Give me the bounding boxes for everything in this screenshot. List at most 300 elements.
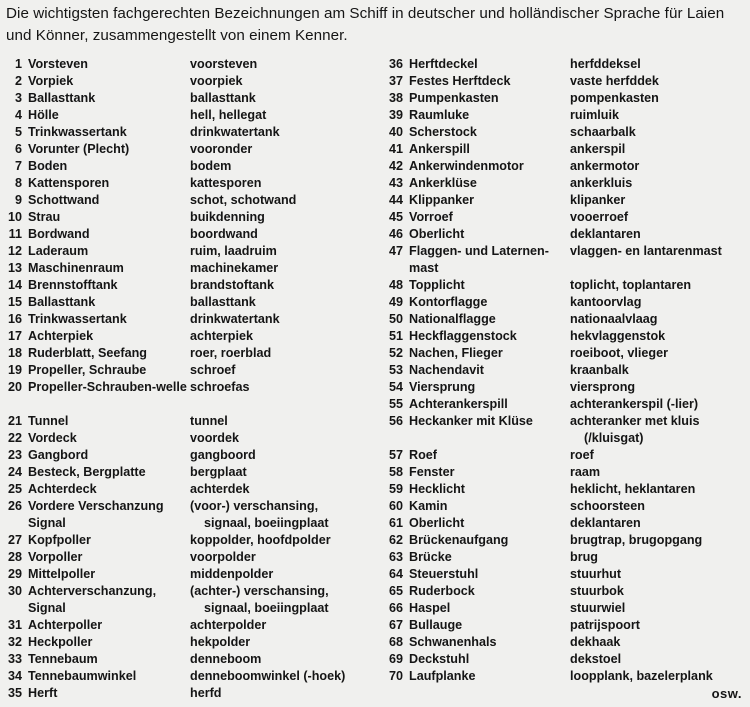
entry-number: 6 xyxy=(14,142,22,156)
glossary-row xyxy=(0,532,372,549)
german-term: Trinkwassertank xyxy=(28,312,127,326)
dutch-term-line: hekpolder xyxy=(190,635,251,649)
entry-number: 63 xyxy=(388,550,403,564)
dutch-term-line: achteranker met kluis xyxy=(570,414,700,428)
glossary-row xyxy=(0,362,372,379)
entry-number: 41 xyxy=(388,142,403,156)
dutch-term xyxy=(570,158,750,175)
german-term: Propeller, Schraube xyxy=(28,363,147,377)
glossary-row xyxy=(0,226,372,243)
dutch-term-line: achterankerspil (-lier) xyxy=(570,397,699,411)
dutch-term-line: viersprong xyxy=(570,380,636,394)
glossary-row xyxy=(0,583,372,617)
german-term: Ankerwindenmotor xyxy=(409,159,524,173)
entry-number: 13 xyxy=(7,261,22,275)
entry-number: 20 xyxy=(7,380,22,394)
entry-number: 39 xyxy=(388,108,403,122)
entry-number: 23 xyxy=(7,448,22,462)
entry-number: 59 xyxy=(388,482,403,496)
entry-number: 68 xyxy=(388,635,403,649)
german-term: Oberlicht xyxy=(409,227,465,241)
dutch-term xyxy=(570,617,750,634)
dutch-term xyxy=(190,379,370,396)
entry-number: 3 xyxy=(14,91,22,105)
dutch-term xyxy=(190,430,370,447)
glossary-row xyxy=(372,413,750,447)
german-term: Heckanker mit Klüse xyxy=(409,414,533,428)
dutch-term xyxy=(570,328,750,345)
dutch-term-line: middenpolder xyxy=(190,567,274,581)
dutch-term-line: raam xyxy=(570,465,601,479)
german-term: Topplicht xyxy=(409,278,465,292)
dutch-term xyxy=(570,651,750,668)
glossary-row xyxy=(0,345,372,362)
dutch-term xyxy=(190,532,370,549)
dutch-term xyxy=(190,328,370,345)
dutch-term xyxy=(190,124,370,141)
german-term: Schwanenhals xyxy=(409,635,497,649)
glossary-row xyxy=(0,685,372,702)
german-term: Ruderbock xyxy=(409,584,475,598)
dutch-term xyxy=(570,447,750,464)
right-column xyxy=(372,56,750,685)
dutch-term xyxy=(190,413,370,430)
dutch-term xyxy=(570,73,750,90)
glossary-row xyxy=(0,651,372,668)
glossary-row xyxy=(0,90,372,107)
entry-number: 26 xyxy=(7,499,22,513)
glossary-row xyxy=(372,634,750,651)
glossary-row xyxy=(0,328,372,345)
entry-number: 19 xyxy=(7,363,22,377)
dutch-term-line: roer, roerblad xyxy=(190,346,272,360)
dutch-term xyxy=(190,192,370,209)
entry-number: 16 xyxy=(7,312,22,326)
dutch-term-line: hekvlaggenstok xyxy=(570,329,666,343)
entry-number: 31 xyxy=(7,618,22,632)
entry-number: 30 xyxy=(7,584,22,598)
dutch-term xyxy=(570,277,750,294)
glossary-row xyxy=(372,141,750,158)
entry-number: 60 xyxy=(388,499,403,513)
glossary-row xyxy=(372,447,750,464)
entry-number: 24 xyxy=(7,465,22,479)
dutch-term-line: nationaalvlaag xyxy=(570,312,658,326)
german-term: Steuerstuhl xyxy=(409,567,479,581)
german-term: Bordwand xyxy=(28,227,90,241)
german-term: Ballasttank xyxy=(28,91,96,105)
glossary-row xyxy=(0,56,372,73)
dutch-term-line: machinekamer xyxy=(190,261,279,275)
german-term: Hölle xyxy=(28,108,59,122)
german-term: Roef xyxy=(409,448,437,462)
entry-number: 62 xyxy=(388,533,403,547)
dutch-term xyxy=(190,617,370,634)
dutch-term-line: drinkwatertank xyxy=(190,312,280,326)
dutch-term xyxy=(570,498,750,515)
entry-number: 32 xyxy=(7,635,22,649)
glossary-row xyxy=(372,209,750,226)
german-term: Ballasttank xyxy=(28,295,96,309)
glossary-row xyxy=(372,515,750,532)
dutch-term-continuation: (/kluisgat) xyxy=(584,431,644,445)
entry-number: 67 xyxy=(388,618,403,632)
dutch-term-line: achterdek xyxy=(190,482,250,496)
entry-number: 56 xyxy=(388,414,403,428)
german-term: Laufplanke xyxy=(409,669,476,683)
dutch-term xyxy=(570,90,750,107)
dutch-term xyxy=(570,345,750,362)
dutch-term-line: dekhaak xyxy=(570,635,621,649)
glossary-row xyxy=(0,668,372,685)
entry-number: 17 xyxy=(7,329,22,343)
german-term: Ruderblatt, Seefang xyxy=(28,346,147,360)
dutch-term-line: roef xyxy=(570,448,594,462)
entry-number: 34 xyxy=(7,669,22,683)
dutch-term-line: heklicht, heklantaren xyxy=(570,482,696,496)
dutch-term xyxy=(570,107,750,124)
glossary-row xyxy=(0,73,372,90)
dutch-term xyxy=(190,226,370,243)
dutch-term-line: brug xyxy=(570,550,598,564)
german-term: Boden xyxy=(28,159,68,173)
entry-number: 2 xyxy=(14,74,22,88)
dutch-term xyxy=(570,124,750,141)
dutch-term-line: voordek xyxy=(190,431,239,445)
glossary-row xyxy=(372,328,750,345)
german-term: Flaggen- und Laternen-mast xyxy=(409,244,549,275)
dutch-term-line: voorpolder xyxy=(190,550,256,564)
dutch-term-line: schaarbalk xyxy=(570,125,636,139)
glossary-row xyxy=(372,532,750,549)
entry-number: 29 xyxy=(7,567,22,581)
dutch-term xyxy=(190,549,370,566)
dutch-term xyxy=(190,243,370,260)
dutch-term xyxy=(190,651,370,668)
dutch-term-line: schroef xyxy=(190,363,236,377)
dutch-term xyxy=(570,175,750,192)
entry-number: 7 xyxy=(14,159,22,173)
german-term: Achterverschanzung, Signal xyxy=(28,584,157,615)
glossary-row xyxy=(372,311,750,328)
glossary-row xyxy=(0,379,372,413)
left-column xyxy=(0,56,372,702)
german-term: Achterankerspill xyxy=(409,397,508,411)
dutch-term xyxy=(570,532,750,549)
entry-number: 55 xyxy=(388,397,403,411)
glossary-row xyxy=(0,549,372,566)
entry-number: 4 xyxy=(14,108,22,122)
entry-number: 47 xyxy=(388,244,403,258)
dutch-term xyxy=(190,73,370,90)
dutch-term-line: bodem xyxy=(190,159,232,173)
german-term: Haspel xyxy=(409,601,451,615)
glossary-row xyxy=(0,175,372,192)
glossary-row xyxy=(0,634,372,651)
glossary-row xyxy=(0,192,372,209)
entry-number: 69 xyxy=(388,652,403,666)
dutch-term-line: gangboord xyxy=(190,448,256,462)
german-term: Gangbord xyxy=(28,448,89,462)
glossary-row xyxy=(0,617,372,634)
german-term: Kopfpoller xyxy=(28,533,91,547)
dutch-term xyxy=(190,277,370,294)
glossary-row xyxy=(372,583,750,600)
glossary-row xyxy=(372,651,750,668)
german-term: Vordere Verschanzung Signal xyxy=(28,499,164,530)
dutch-term xyxy=(190,56,370,73)
glossary-row xyxy=(372,362,750,379)
dutch-term-line: patrijspoort xyxy=(570,618,640,632)
dutch-term xyxy=(190,90,370,107)
german-term: Fenster xyxy=(409,465,455,479)
dutch-term-line: voorsteven xyxy=(190,57,258,71)
german-term: Besteck, Bergplatte xyxy=(28,465,146,479)
german-term: Vordeck xyxy=(28,431,77,445)
dutch-term xyxy=(190,464,370,481)
entry-number: 35 xyxy=(7,686,22,700)
dutch-term xyxy=(570,141,750,158)
glossary-row xyxy=(0,209,372,226)
entry-number: 10 xyxy=(7,210,22,224)
glossary-row xyxy=(372,464,750,481)
glossary-row xyxy=(372,566,750,583)
entry-number: 40 xyxy=(388,125,403,139)
glossary-row xyxy=(372,600,750,617)
german-term: Laderaum xyxy=(28,244,89,258)
glossary-row xyxy=(372,294,750,311)
dutch-term xyxy=(190,294,370,311)
dutch-term-line: schroefas xyxy=(190,380,250,394)
dutch-term-line: deklantaren xyxy=(570,227,641,241)
dutch-term xyxy=(190,498,370,532)
entry-number: 43 xyxy=(388,176,403,190)
dutch-term xyxy=(190,362,370,379)
entry-number: 8 xyxy=(14,176,22,190)
german-term: Herft xyxy=(28,686,58,700)
german-term: Nachendavit xyxy=(409,363,484,377)
dutch-term-line: ballasttank xyxy=(190,91,256,105)
dutch-term xyxy=(190,260,370,277)
dutch-term-line: klipanker xyxy=(570,193,626,207)
page-heading: Die wichtigsten fachgerechten Bezeichnungen am Schiff in deutscher und holländischer Sprache für Laien und Könner, zusammengestellt von einem Kenner. xyxy=(6,5,725,44)
dutch-term-line: schot, schotwand xyxy=(190,193,297,207)
german-term: Brücke xyxy=(409,550,452,564)
dutch-term xyxy=(570,226,750,243)
entry-number: 52 xyxy=(388,346,403,360)
dutch-term xyxy=(190,141,370,158)
dutch-term-line: brandstoftank xyxy=(190,278,274,292)
glossary-row xyxy=(372,56,750,73)
glossary-row xyxy=(372,498,750,515)
german-term: Maschinenraum xyxy=(28,261,124,275)
dutch-term xyxy=(570,362,750,379)
dutch-term xyxy=(570,209,750,226)
german-term: Achterdeck xyxy=(28,482,97,496)
dutch-term-line: ankermotor xyxy=(570,159,640,173)
entry-number: 57 xyxy=(388,448,403,462)
german-term: Trinkwassertank xyxy=(28,125,127,139)
dutch-term xyxy=(190,158,370,175)
dutch-term xyxy=(570,243,750,260)
glossary-row xyxy=(0,498,372,532)
dutch-term xyxy=(570,56,750,73)
dutch-term-line: achterpolder xyxy=(190,618,267,632)
german-term: Viersprung xyxy=(409,380,476,394)
german-term: Herftdeckel xyxy=(409,57,478,71)
entry-number: 21 xyxy=(7,414,22,428)
dutch-term xyxy=(570,481,750,498)
dutch-term xyxy=(190,566,370,583)
dutch-term-continuation: signaal, boeiingplaat xyxy=(204,601,329,615)
glossary-row xyxy=(372,73,750,90)
dutch-term xyxy=(190,447,370,464)
glossary-row xyxy=(0,413,372,430)
german-term: Vorsteven xyxy=(28,57,88,71)
german-term: Deckstuhl xyxy=(409,652,470,666)
glossary-row xyxy=(372,226,750,243)
dutch-term-line: ankerspil xyxy=(570,142,626,156)
entry-number: 5 xyxy=(14,125,22,139)
glossary-row xyxy=(0,124,372,141)
entry-number: 53 xyxy=(388,363,403,377)
dutch-term-line: ballasttank xyxy=(190,295,256,309)
dutch-term-line: (voor-) verschansing, xyxy=(190,499,319,513)
dutch-term-line: deklantaren xyxy=(570,516,641,530)
german-term: Kamin xyxy=(409,499,448,513)
dutch-term xyxy=(570,515,750,532)
entry-number: 15 xyxy=(7,295,22,309)
german-term: Mittelpoller xyxy=(28,567,96,581)
entry-number: 66 xyxy=(388,601,403,615)
glossary-row xyxy=(0,464,372,481)
dutch-term xyxy=(570,413,750,447)
entry-number: 1 xyxy=(14,57,22,71)
german-term: Achterpiek xyxy=(28,329,94,343)
german-term: Raumluke xyxy=(409,108,470,122)
glossary-row xyxy=(0,158,372,175)
entry-number: 18 xyxy=(7,346,22,360)
dutch-term xyxy=(190,175,370,192)
entry-number: 64 xyxy=(388,567,403,581)
dutch-term xyxy=(570,549,750,566)
dutch-term xyxy=(570,668,750,685)
dutch-term xyxy=(570,600,750,617)
glossary-row xyxy=(372,107,750,124)
entry-number: 49 xyxy=(388,295,403,309)
glossary-row xyxy=(372,549,750,566)
entry-number: 48 xyxy=(388,278,403,292)
german-term: Scherstock xyxy=(409,125,477,139)
footer-etc: osw. xyxy=(711,686,742,701)
entry-number: 14 xyxy=(7,278,22,292)
dutch-term-line: achterpiek xyxy=(190,329,253,343)
dutch-term-line: vaste herfddek xyxy=(570,74,659,88)
glossary-row xyxy=(0,141,372,158)
glossary-row xyxy=(372,243,750,277)
german-term: Nachen, Flieger xyxy=(409,346,503,360)
dutch-term xyxy=(190,311,370,328)
entry-number: 46 xyxy=(388,227,403,241)
german-term: Brückenaufgang xyxy=(409,533,509,547)
dutch-term-line: loopplank, bazelerplank xyxy=(570,669,713,683)
german-term: Propeller-Schrauben-welle xyxy=(28,380,187,394)
dutch-term-line: koppolder, hoofdpolder xyxy=(190,533,331,547)
dutch-term-line: buikdenning xyxy=(190,210,265,224)
glossary-row xyxy=(372,158,750,175)
dutch-term-continuation: signaal, boeiingplaat xyxy=(204,516,329,530)
entry-number: 44 xyxy=(388,193,403,207)
entry-number: 11 xyxy=(8,227,22,241)
dutch-term-line: ruim, laadruim xyxy=(190,244,277,258)
dutch-term xyxy=(190,685,370,702)
dutch-term-line: hell, hellegat xyxy=(190,108,267,122)
entry-number: 28 xyxy=(7,550,22,564)
dutch-term-line: kantoorvlag xyxy=(570,295,642,309)
german-term: Tennebaum xyxy=(28,652,98,666)
dutch-term-line: vlaggen- en lantarenmast xyxy=(570,244,722,258)
dutch-term xyxy=(190,481,370,498)
dutch-term-line: vooronder xyxy=(190,142,253,156)
glossary-row xyxy=(372,617,750,634)
dutch-term-line: schoorsteen xyxy=(570,499,645,513)
entry-number: 54 xyxy=(388,380,403,394)
dutch-term xyxy=(570,379,750,396)
glossary-row xyxy=(0,107,372,124)
dutch-term-line: stuurwiel xyxy=(570,601,626,615)
dutch-term xyxy=(570,566,750,583)
glossary-row xyxy=(0,447,372,464)
entry-number: 70 xyxy=(388,669,403,683)
german-term: Ankerklüse xyxy=(409,176,477,190)
german-term: Brennstofftank xyxy=(28,278,118,292)
german-term: Kontorflagge xyxy=(409,295,488,309)
entry-number: 25 xyxy=(7,482,22,496)
german-term: Kattensporen xyxy=(28,176,110,190)
dutch-term-line: brugtrap, brugopgang xyxy=(570,533,703,547)
german-term: Vorpiek xyxy=(28,74,74,88)
german-term: Tennebaumwinkel xyxy=(28,669,137,683)
dutch-term-line: vooerroef xyxy=(570,210,629,224)
dutch-term xyxy=(190,634,370,651)
glossary-row xyxy=(372,175,750,192)
dutch-term xyxy=(570,634,750,651)
entry-number: 51 xyxy=(388,329,403,343)
dutch-term-line: stuurbok xyxy=(570,584,624,598)
dutch-term-line: herfd xyxy=(190,686,222,700)
dutch-term xyxy=(570,294,750,311)
entry-number: 37 xyxy=(388,74,403,88)
dutch-term-line: bergplaat xyxy=(190,465,247,479)
dutch-term xyxy=(570,583,750,600)
german-term: Bullauge xyxy=(409,618,463,632)
dutch-term-line: denneboomwinkel (-hoek) xyxy=(190,669,346,683)
entry-number: 42 xyxy=(388,159,403,173)
glossary-row xyxy=(0,277,372,294)
entry-number: 22 xyxy=(7,431,22,445)
glossary-row xyxy=(0,481,372,498)
dutch-term-line: toplicht, toplantaren xyxy=(570,278,692,292)
glossary-row xyxy=(0,566,372,583)
entry-number: 36 xyxy=(388,57,403,71)
dutch-term-line: ankerkluis xyxy=(570,176,633,190)
german-term: Ankerspill xyxy=(409,142,470,156)
german-term: Nationalflagge xyxy=(409,312,496,326)
glossary-row xyxy=(0,311,372,328)
glossary-row xyxy=(372,481,750,498)
glossary-row xyxy=(372,396,750,413)
dutch-term-line: roeiboot, vlieger xyxy=(570,346,668,360)
